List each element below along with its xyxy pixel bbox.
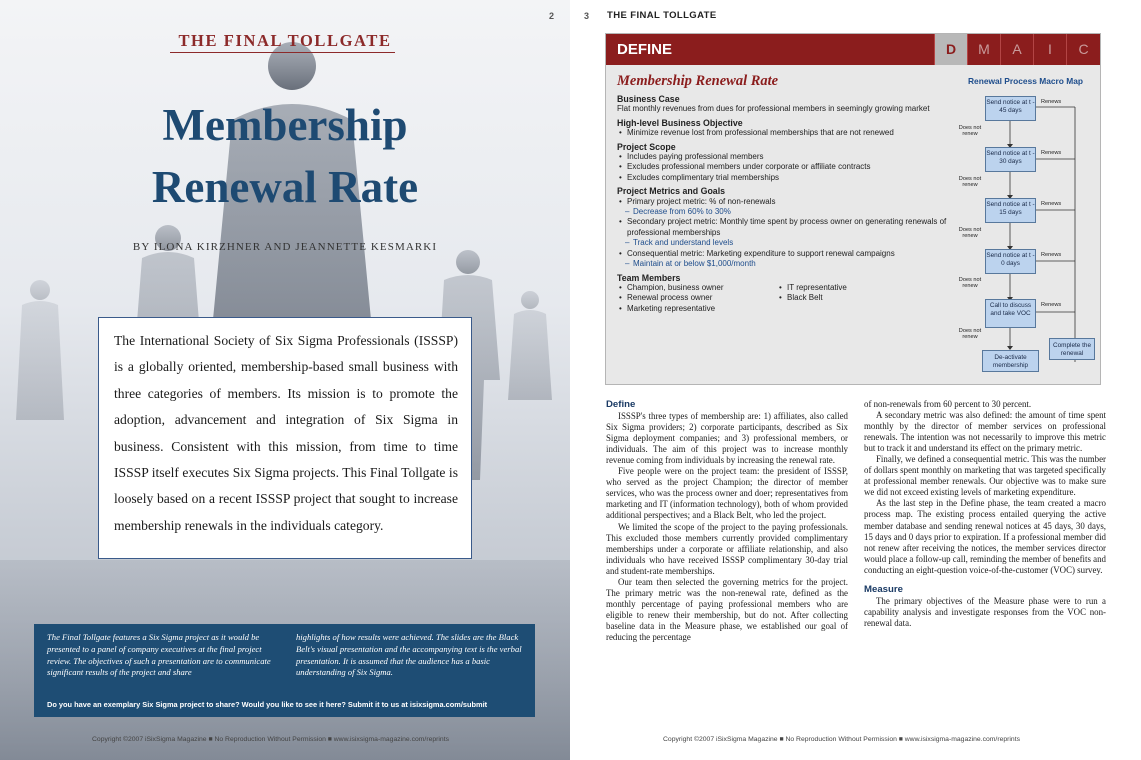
does-not-renew-label: Does not renew — [958, 125, 982, 138]
phase-tab-a: A — [1000, 34, 1033, 65]
section-eyebrow: THE FINAL TOLLGATE — [607, 10, 717, 21]
metrics-heading: Project Metrics and Goals — [617, 186, 726, 197]
renews-label: Renews — [1041, 252, 1062, 258]
team-col-2 — [777, 283, 937, 314]
does-not-renew-label: Does not renew — [958, 176, 982, 189]
editor-note-col-1: The Final Tollgate features a Six Sigma project as it would be presented to a panel of company executives at the final project review. The objectives of such a presentation are to communicate significant results of the project and share — [47, 632, 271, 678]
slide-content — [617, 94, 952, 314]
editor-note-columns — [47, 632, 527, 679]
slide-header — [606, 34, 1100, 65]
editor-note-col-2: highlights of how results were achieved. The slides are the Black Belt's visual presentation and the accompanying text is the verbal presentation. It is assumed that the audience has a basic understanding of Six Sigma. — [296, 632, 522, 678]
process-step-45-days: Send notice at t - 45 days — [985, 96, 1036, 121]
phase-tab-d: D — [934, 34, 967, 65]
scope-item: • Excludes professional members under corporate or affiliate contracts — [617, 162, 952, 172]
renews-label: Renews — [1041, 302, 1062, 308]
left-page — [0, 0, 570, 760]
team-member: • IT representative — [777, 283, 937, 293]
does-not-renew-label: Does not renew — [958, 277, 982, 290]
body-paragraph: The primary objectives of the Measure phase were to run a capability analysis and investigate responses from the VOC non-renewal data. — [864, 595, 1106, 628]
copyright-left: Copyright ©2007 iSixSigma Magazine ■ No Reproduction Without Permission ■ www.isixsigma-magazine.com/reprints — [92, 736, 449, 743]
process-step-15-days: Send notice at t - 15 days — [985, 198, 1036, 223]
phase-label: DEFINE — [617, 41, 673, 58]
body-paragraph: of non-renewals from 60 percent to 30 percent. — [864, 399, 1032, 409]
section-eyebrow: THE FINAL TOLLGATE — [178, 31, 392, 50]
body-paragraph: ISSSP's three types of membership are: 1) affiliates, also called Six Sigma providers; 2) corporate participants, described as Six Sigma deployment companies; and 3) professional members, or individuals. The aim of this project was to increase monthly revenue coming from individuals by increasing the renewal rate. — [606, 411, 848, 466]
metric-item: • Secondary project metric: Monthly time spent by process owner on generating renewals of professional memberships — [617, 217, 952, 238]
page-number: 2 — [549, 11, 555, 21]
business-case-heading: Business Case — [617, 94, 680, 104]
objective-heading: High-level Business Objective — [617, 117, 743, 128]
body-paragraph: A secondary metric was also defined: the amount of time spent monthly by the director of member services on professional renewals. The intention was not necessarily to improve this metric but to track it and understand its effect on the primary metric. — [864, 410, 1106, 454]
define-slide — [605, 33, 1101, 385]
body-column-1 — [606, 399, 848, 643]
copyright-right: Copyright ©2007 iSixSigma Magazine ■ No Reproduction Without Permission ■ www.isixsigma-magazine.com/reprints — [663, 736, 1020, 743]
team-member: • Renewal process owner — [617, 293, 777, 303]
body-paragraph: As the last step in the Define phase, the team created a macro process map. The existing process entailed querying the active member database and sending renewal notices at 45 days, 30 days, 15 days and 0 days prior to expiration. If a professional member did not renew after receiving the notices, the member services director would place a follow-up call, reminding the member of benefits and conducting an eight-question voice-of-the-customer (VOC) survey. — [864, 498, 1106, 575]
metric-goal: – Decrease from 60% to 30% — [617, 207, 952, 217]
metric-goal: – Maintain at or below $1,000/month — [617, 259, 952, 269]
team-columns — [617, 283, 952, 314]
does-not-renew-label: Does not renew — [958, 227, 982, 240]
process-step-0-days: Send notice at t - 0 days — [985, 249, 1036, 274]
intro-box — [98, 317, 472, 559]
eyebrow-underline — [170, 52, 395, 53]
phase-tab-i: I — [1033, 34, 1066, 65]
phase-tab-c: C — [1066, 34, 1100, 65]
phase-tab-m: M — [967, 34, 1000, 65]
editor-note-panel — [34, 624, 535, 717]
submission-prompt: Do you have an exemplary Six Sigma project to share? Would you like to see it here? Submit it to us at isixsigma.com/submit — [47, 700, 488, 709]
scope-heading: Project Scope — [617, 141, 676, 152]
body-column-2 — [864, 399, 1106, 629]
body-paragraph: Our team then selected the governing metrics for the project. The primary metric was the non-renewal rate, defined as the monthly percentage of paying professional members who are eligible to renew their membership, but do not. After collecting baseline data in the Measure phase, we established our goal of reducing the percentage — [606, 576, 848, 642]
objective-item: • Minimize revenue lost from professional memberships that are not renewed — [617, 128, 952, 138]
renews-label: Renews — [1041, 150, 1062, 156]
slide-title: Membership Renewal Rate — [617, 73, 779, 89]
article-title-line-1: Membership — [162, 100, 408, 150]
team-member: • Marketing representative — [617, 304, 777, 314]
right-page — [570, 0, 1141, 760]
byline: BY ILONA KIRZHNER AND JEANNETTE KESMARKI — [132, 241, 438, 253]
scope-item: • Includes paying professional members — [617, 152, 952, 162]
process-step-deactivate: De-activate membership — [982, 350, 1039, 372]
metric-item: • Consequential metric: Marketing expenditure to support renewal campaigns — [617, 249, 952, 259]
intro-paragraph: The International Society of Six Sigma Professionals (ISSSP) is a globally oriented, membership-based small business with three categories of members. Its mission is to promote the adoption, advancement and integration of Six Sigma in business. Consistent with this mission, from time to time ISSSP itself executes Six Sigma projects. This Final Tollgate is loosely based on a recent ISSSP project that sought to increase membership renewals in the individuals category. — [114, 333, 458, 533]
metric-item: • Primary project metric: % of non-renewals — [617, 197, 952, 207]
does-not-renew-label: Does not renew — [958, 328, 982, 341]
article-title-line-2: Renewal Rate — [151, 162, 419, 212]
process-step-30-days: Send notice at t - 30 days — [985, 147, 1036, 172]
define-heading: Define — [606, 399, 636, 410]
process-step-complete: Complete the renewal — [1049, 338, 1095, 360]
process-step-call-voc: Call to discuss and take VOC — [985, 299, 1036, 328]
team-member: • Champion, business owner — [617, 283, 777, 293]
body-paragraph: Finally, we defined a consequential metric. This was the number of dollars spent monthly on marketing that was targeted specifically at professional member renewals. Our objective was to make sure we did not exceed existing levels of marketing expenditure. — [864, 454, 1106, 498]
team-heading: Team Members — [617, 272, 681, 283]
body-paragraph: Five people were on the project team: the president of ISSSP, who served as the project Champion; the director of member services, who was the process owner and doer; representatives from marketing and IT (information technology), both of whom provided additional perspectives; and a Black Belt, who led the project. — [606, 466, 848, 521]
body-paragraph: We limited the scope of the project to the paying professionals. This excluded those members currently provided complimentary memberships under a corporate or affiliate relationship, and also individuals who have received ISSSP complimentary 30-day trial and student-rate memberships. — [606, 521, 848, 576]
team-col-1 — [617, 283, 777, 314]
page-number: 3 — [584, 11, 590, 21]
team-member: • Black Belt — [777, 293, 937, 303]
metric-goal: – Track and understand levels — [617, 238, 952, 248]
scope-item: • Excludes complimentary trial memberships — [617, 173, 952, 183]
business-case-text: Flat monthly revenues from dues for professional members in seemingly growing market — [617, 104, 930, 114]
macro-map-title: Renewal Process Macro Map — [968, 76, 1083, 86]
measure-heading: Measure — [864, 583, 903, 595]
renews-label: Renews — [1041, 201, 1062, 207]
renews-label: Renews — [1041, 99, 1062, 105]
